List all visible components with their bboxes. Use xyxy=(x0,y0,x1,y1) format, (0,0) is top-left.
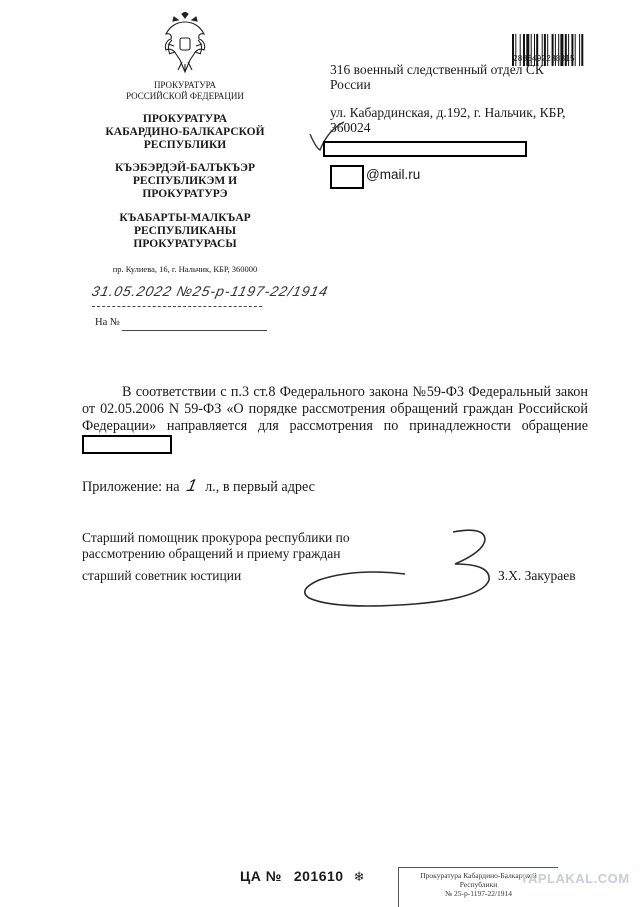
header-address: пр. Кулиева, 16, г. Нальчик, КБР, 360000 xyxy=(112,264,258,274)
snowflake-icon: ❄ xyxy=(353,869,365,884)
attachment-line xyxy=(82,477,502,496)
stamp-line: № 25-р-1197-22/1914 xyxy=(444,889,513,898)
header-kabardian-title xyxy=(90,162,280,201)
attachment-suffix: л., в первый адрес xyxy=(205,479,315,495)
registration-underline xyxy=(92,306,262,308)
recipient-line: 360024 xyxy=(330,120,371,135)
email-suffix: @mail.ru xyxy=(366,167,421,182)
registration-handwritten: 31.05.2022 №25-р-1197-22/1914 xyxy=(90,283,330,299)
signatory-name: З.Х. Закураев xyxy=(498,568,576,583)
na-underline xyxy=(122,330,267,331)
header-rf-title xyxy=(110,80,260,102)
body-paragraph-text: В соответствии с п.3 ст.8 Федерального закона №59-ФЗ Федеральный закон от 02.05.2006 N 59-ФЗ «О порядке рассмотрения обращений граждан Российской Федерации» направляется для рассмотрения по принадлежности обращение xyxy=(82,384,588,434)
barcode-number: 2886492238315 xyxy=(513,54,575,63)
redacted-name-box xyxy=(323,141,527,157)
header-kbr-line: РЕСПУБЛИКИ xyxy=(143,139,227,151)
ca-number: 201610 xyxy=(293,868,344,884)
header-kabardian-line: РЕСПУБЛИКЭМ И xyxy=(132,175,238,187)
header-balkar-title xyxy=(90,212,280,251)
header-kbr-line: ПРОКУРАТУРА xyxy=(142,113,228,125)
header-balkar-line: РЕСПУБЛИКАНЫ xyxy=(133,225,237,237)
signatory-rank: старший советник юстиции xyxy=(82,568,242,583)
redacted-applicant-box xyxy=(82,435,172,454)
signatory-line: рассмотрению обращений и приему граждан xyxy=(82,546,341,561)
ca-number-line xyxy=(240,868,364,886)
redacted-email-box xyxy=(330,165,364,189)
attachment-prefix: Приложение: на xyxy=(82,479,180,495)
coat-of-arms-icon xyxy=(160,12,210,74)
signatory-line: Старший помощник прокурора республики по xyxy=(82,530,350,545)
site-watermark: YAPLAKAL.COM xyxy=(520,871,630,886)
header-kbr-line: КАБАРДИНО-БАЛКАРСКОЙ xyxy=(105,126,265,138)
recipient-line: 316 военный следственный отдел СК xyxy=(330,62,544,77)
ca-label: ЦА № xyxy=(240,868,282,884)
header-rf-line: ПРОКУРАТУРА xyxy=(153,80,217,90)
header-kabardian-line: ПРОКУРАТУРЭ xyxy=(142,188,228,200)
header-kabardian-line: КЪЭБЭРДЭЙ-БАЛЪКЪЭР xyxy=(115,162,255,174)
header-kbr-title xyxy=(90,113,280,152)
body-paragraph xyxy=(82,384,588,454)
header-balkar-line: ПРОКУРАТУРАСЫ xyxy=(133,238,237,250)
header-rf-line: РОССИЙСКОЙ ФЕДЕРАЦИИ xyxy=(126,91,244,101)
recipient-address xyxy=(330,62,610,135)
attachment-handwritten-count: 1 xyxy=(185,476,200,495)
handwritten-signature xyxy=(295,518,505,618)
stamp-line: Прокуратура Кабардино-Балкарской xyxy=(420,871,537,880)
header-balkar-line: КЪАБАРТЫ-МАЛКЪАР xyxy=(119,212,251,224)
stamp-line: Республики xyxy=(459,880,498,889)
recipient-line: России xyxy=(330,77,371,92)
na-label: На № xyxy=(95,317,120,328)
recipient-line: ул. Кабардинская, д.192, г. Нальчик, КБР, xyxy=(330,105,566,120)
